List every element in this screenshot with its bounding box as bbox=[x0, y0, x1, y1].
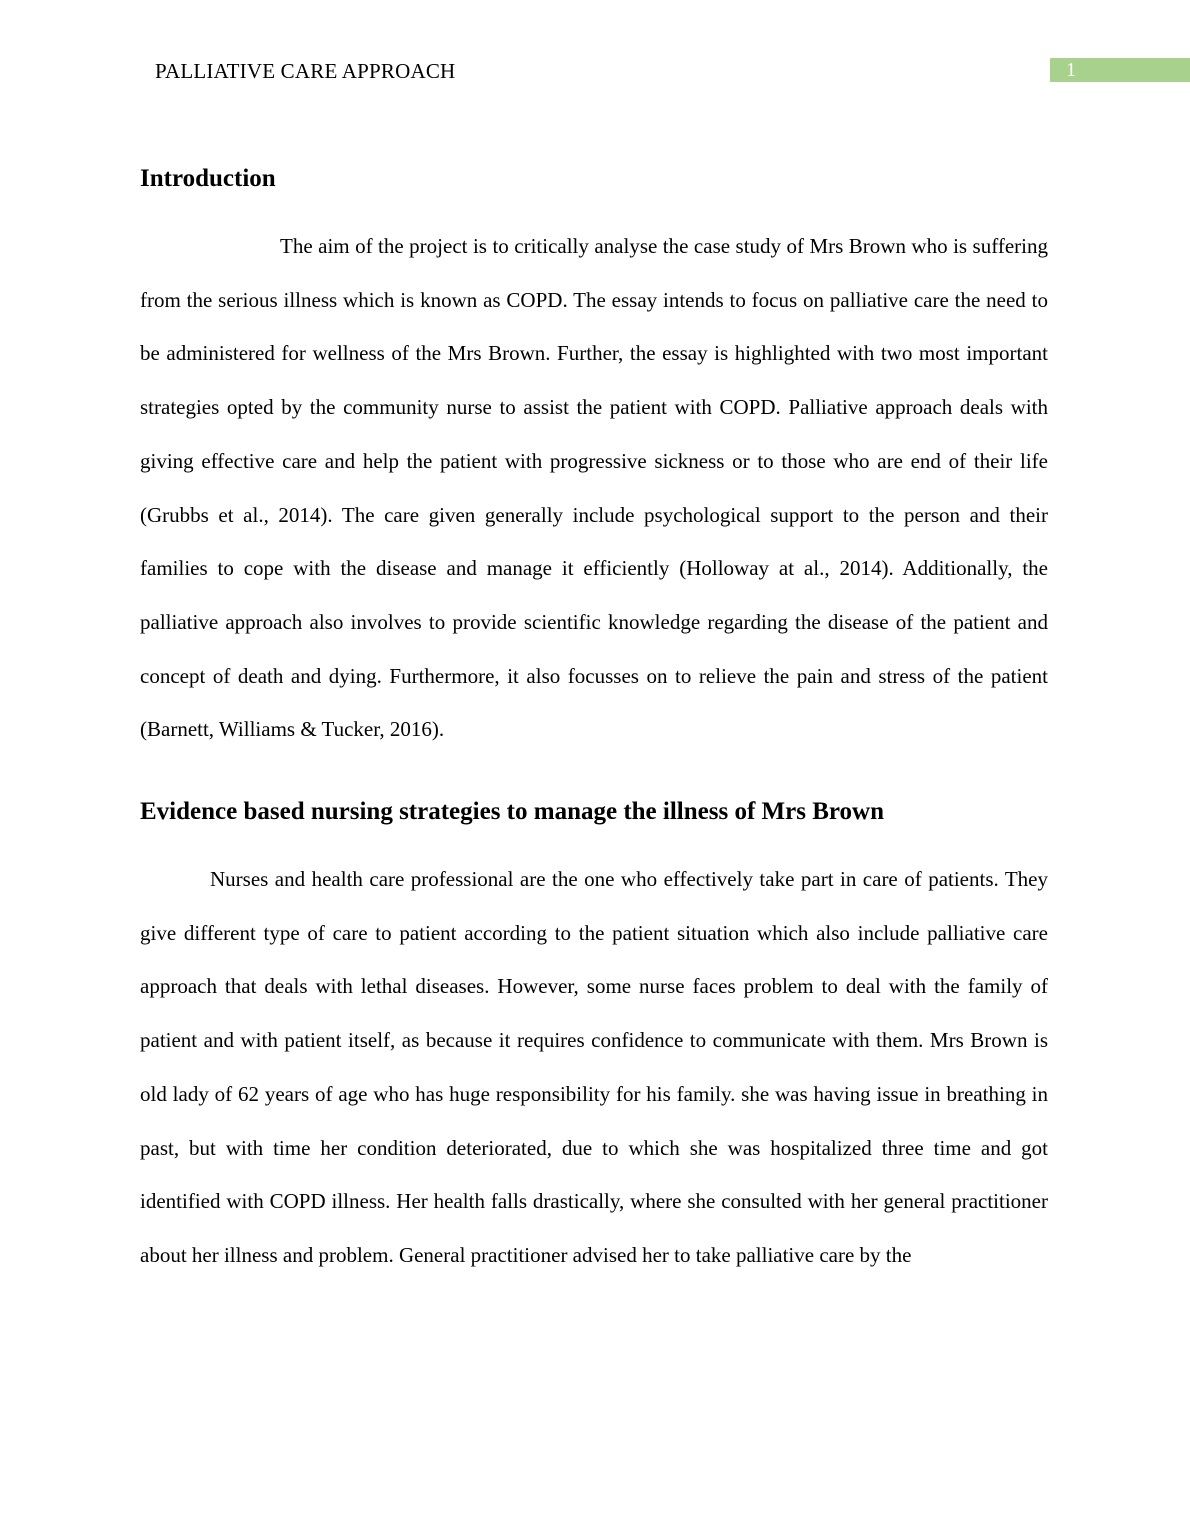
document-body bbox=[140, 160, 1048, 1283]
page-number-bar bbox=[1050, 58, 1190, 82]
evidence-strategies-heading: Evidence based nursing strategies to manage the illness of Mrs Brown bbox=[140, 798, 884, 826]
page-number: 1 bbox=[1066, 59, 1076, 81]
introduction-heading: Introduction bbox=[140, 165, 276, 192]
running-head: PALLIATIVE CARE APPROACH bbox=[155, 59, 456, 83]
introduction-paragraph: The aim of the project is to critically analyse the case study of Mrs Brown who is suffering from the serious illness which is known as COPD. The essay intends to focus on palliative care the need to be administered for wellness of the Mrs Brown. Further, the essay is highlighted with two most important strategies opted by the community nurse to assist the patient with COPD. Palliative approach deals with giving effective care and help the patient with progressive sickness or to those who are end of their life (Grubbs et al., 2014). The care given generally include psychological support to the person and their families to cope with the disease and manage it efficiently (Holloway at al., 2014). Additionally, the palliative approach also involves to provide scientific knowledge regarding the disease of the patient and concept of death and dying. Furthermore, it also focusses on to relieve the pain and stress of the patient (Barnett, Williams & Tucker, 2016). bbox=[140, 234, 1048, 742]
evidence-strategies-paragraph: Nurses and health care professional are the one who effectively take part in care of patients. They give different type of care to patient according to the patient situation which also include palliative care approach that deals with lethal diseases. However, some nurse faces problem to deal with the family of patient and with patient itself, as because it requires confidence to communicate with them. Mrs Brown is old lady of 62 years of age who has huge responsibility for his family. she was having issue in breathing in past, but with time her condition deteriorated, due to which she was hospitalized three time and got identified with COPD illness. Her health falls drastically, where she consulted with her general practitioner about her illness and problem. General practitioner advised her to take palliative care by the bbox=[140, 867, 1048, 1267]
